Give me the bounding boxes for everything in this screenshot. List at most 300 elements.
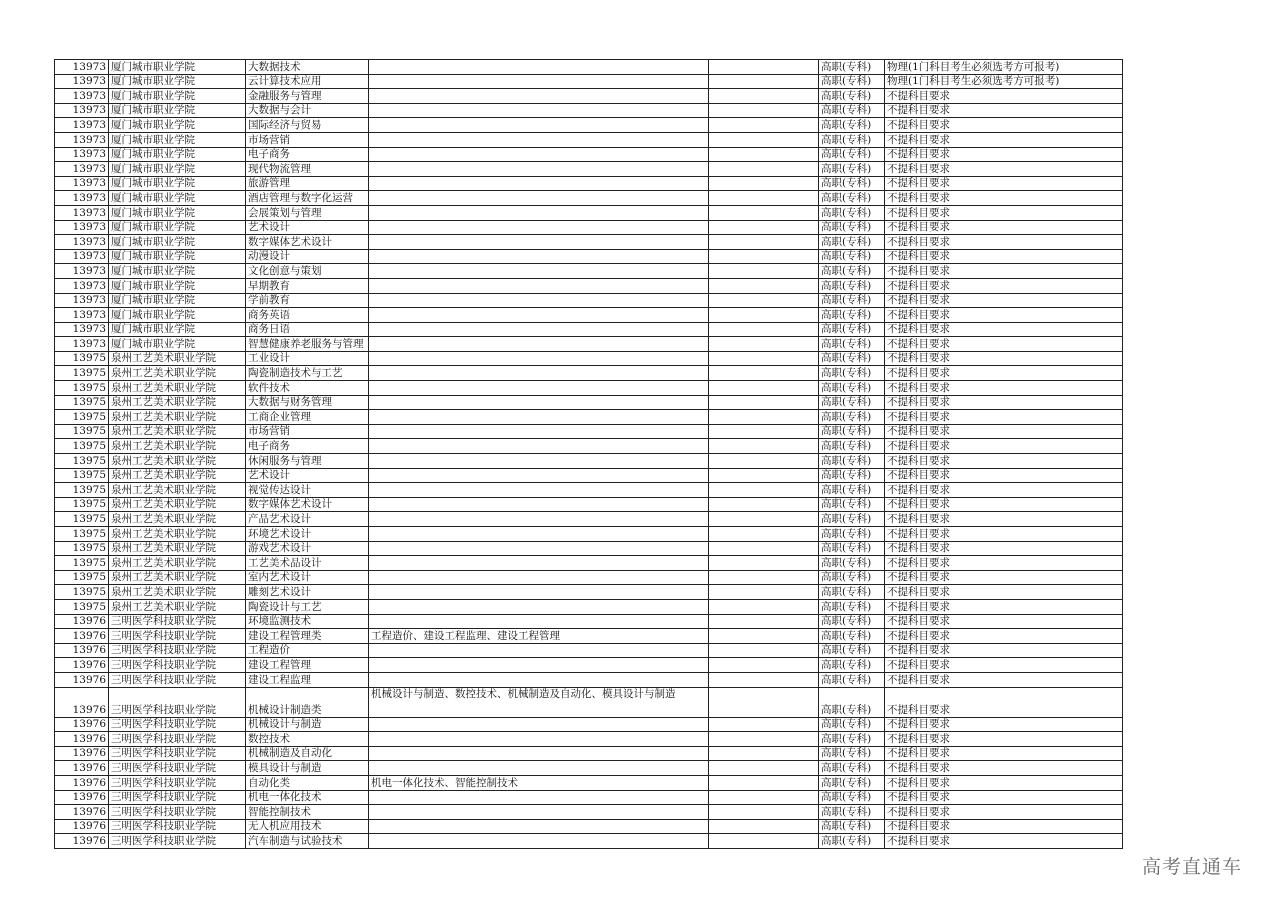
major-name-cell: 视觉传达设计: [246, 483, 369, 498]
blank-cell: [709, 732, 819, 747]
school-code-cell: 13973: [55, 89, 109, 104]
included-majors-cell: 机械设计与制造、数控技术、机械制造及自动化、模具设计与制造: [369, 687, 709, 717]
included-majors-cell: [369, 351, 709, 366]
table-row: [55, 454, 1123, 469]
table-row: [55, 308, 1123, 323]
school-code-cell: 13975: [55, 410, 109, 425]
subject-requirement-cell: 不提科目要求: [885, 410, 1123, 425]
school-code-cell: 13975: [55, 585, 109, 600]
school-name-cell: 泉州工艺美术职业学院: [109, 483, 246, 498]
major-name-cell: 工业设计: [246, 351, 369, 366]
level-cell: 高职(专科): [819, 599, 885, 614]
school-code-cell: 13975: [55, 468, 109, 483]
school-code-cell: 13975: [55, 483, 109, 498]
school-name-cell: 泉州工艺美术职业学院: [109, 424, 246, 439]
table-row: [55, 775, 1123, 790]
major-name-cell: 电子商务: [246, 439, 369, 454]
major-name-cell: 机械设计制造类: [246, 687, 369, 717]
level-cell: 高职(专科): [819, 395, 885, 410]
table-row: [55, 220, 1123, 235]
blank-cell: [709, 205, 819, 220]
level-cell: 高职(专科): [819, 278, 885, 293]
school-name-cell: 泉州工艺美术职业学院: [109, 454, 246, 469]
blank-cell: [709, 717, 819, 732]
school-name-cell: 厦门城市职业学院: [109, 89, 246, 104]
included-majors-cell: [369, 556, 709, 571]
table-row: [55, 658, 1123, 673]
subject-requirement-cell: 不提科目要求: [885, 381, 1123, 396]
major-name-cell: 陶瓷设计与工艺: [246, 599, 369, 614]
subject-requirement-cell: 不提科目要求: [885, 629, 1123, 644]
school-name-cell: 厦门城市职业学院: [109, 235, 246, 250]
school-name-cell: 三明医学科技职业学院: [109, 761, 246, 776]
blank-cell: [709, 74, 819, 89]
blank-cell: [709, 599, 819, 614]
subject-requirement-cell: 不提科目要求: [885, 497, 1123, 512]
level-cell: 高职(专科): [819, 249, 885, 264]
included-majors-cell: [369, 176, 709, 191]
included-majors-cell: 工程造价、建设工程监理、建设工程管理: [369, 629, 709, 644]
blank-cell: [709, 351, 819, 366]
school-name-cell: 厦门城市职业学院: [109, 60, 246, 75]
level-cell: 高职(专科): [819, 761, 885, 776]
subject-requirement-cell: 不提科目要求: [885, 732, 1123, 747]
level-cell: 高职(专科): [819, 293, 885, 308]
school-code-cell: 13976: [55, 717, 109, 732]
major-name-cell: 机电一体化技术: [246, 790, 369, 805]
school-name-cell: 三明医学科技职业学院: [109, 732, 246, 747]
level-cell: 高职(专科): [819, 381, 885, 396]
included-majors-cell: [369, 497, 709, 512]
blank-cell: [709, 118, 819, 133]
major-name-cell: 市场营销: [246, 424, 369, 439]
subject-requirement-cell: 不提科目要求: [885, 643, 1123, 658]
table-row: [55, 761, 1123, 776]
school-name-cell: 泉州工艺美术职业学院: [109, 585, 246, 600]
major-name-cell: 休闲服务与管理: [246, 454, 369, 469]
included-majors-cell: [369, 381, 709, 396]
major-name-cell: 数控技术: [246, 732, 369, 747]
school-code-cell: 13976: [55, 643, 109, 658]
school-name-cell: 厦门城市职业学院: [109, 278, 246, 293]
level-cell: 高职(专科): [819, 60, 885, 75]
table-row: [55, 191, 1123, 206]
school-code-cell: 13975: [55, 439, 109, 454]
table-row: [55, 264, 1123, 279]
table-row: [55, 176, 1123, 191]
level-cell: 高职(专科): [819, 235, 885, 250]
blank-cell: [709, 761, 819, 776]
school-name-cell: 厦门城市职业学院: [109, 118, 246, 133]
blank-cell: [709, 570, 819, 585]
included-majors-cell: [369, 643, 709, 658]
subject-requirement-cell: 不提科目要求: [885, 366, 1123, 381]
school-code-cell: 13975: [55, 497, 109, 512]
table-row: [55, 381, 1123, 396]
included-majors-cell: [369, 672, 709, 687]
school-code-cell: 13973: [55, 337, 109, 352]
included-majors-cell: [369, 819, 709, 834]
major-name-cell: 产品艺术设计: [246, 512, 369, 527]
level-cell: 高职(专科): [819, 541, 885, 556]
school-name-cell: 三明医学科技职业学院: [109, 775, 246, 790]
major-name-cell: 智慧健康养老服务与管理: [246, 337, 369, 352]
blank-cell: [709, 790, 819, 805]
school-code-cell: 13976: [55, 805, 109, 820]
table-row: [55, 293, 1123, 308]
school-name-cell: 泉州工艺美术职业学院: [109, 570, 246, 585]
blank-cell: [709, 672, 819, 687]
level-cell: 高职(专科): [819, 527, 885, 542]
included-majors-cell: [369, 162, 709, 177]
school-name-cell: 厦门城市职业学院: [109, 191, 246, 206]
school-name-cell: 三明医学科技职业学院: [109, 790, 246, 805]
subject-requirement-cell: 不提科目要求: [885, 439, 1123, 454]
level-cell: 高职(专科): [819, 103, 885, 118]
level-cell: 高职(专科): [819, 132, 885, 147]
level-cell: 高职(专科): [819, 454, 885, 469]
table-row: [55, 118, 1123, 133]
table-row: [55, 162, 1123, 177]
subject-requirement-cell: 不提科目要求: [885, 599, 1123, 614]
subject-requirement-cell: 不提科目要求: [885, 132, 1123, 147]
table-row: [55, 89, 1123, 104]
blank-cell: [709, 176, 819, 191]
school-code-cell: 13976: [55, 629, 109, 644]
blank-cell: [709, 410, 819, 425]
blank-cell: [709, 497, 819, 512]
level-cell: 高职(专科): [819, 672, 885, 687]
blank-cell: [709, 439, 819, 454]
major-name-cell: 动漫设计: [246, 249, 369, 264]
school-code-cell: 13976: [55, 614, 109, 629]
school-code-cell: 13973: [55, 162, 109, 177]
school-code-cell: 13976: [55, 687, 109, 717]
table-row: [55, 717, 1123, 732]
included-majors-cell: [369, 410, 709, 425]
major-name-cell: 环境艺术设计: [246, 527, 369, 542]
subject-requirement-cell: 不提科目要求: [885, 819, 1123, 834]
level-cell: 高职(专科): [819, 410, 885, 425]
subject-requirement-cell: 不提科目要求: [885, 672, 1123, 687]
included-majors-cell: [369, 805, 709, 820]
school-code-cell: 13973: [55, 322, 109, 337]
blank-cell: [709, 395, 819, 410]
major-name-cell: 会展策划与管理: [246, 205, 369, 220]
major-name-cell: 商务英语: [246, 308, 369, 323]
included-majors-cell: [369, 570, 709, 585]
school-name-cell: 厦门城市职业学院: [109, 176, 246, 191]
school-name-cell: 厦门城市职业学院: [109, 264, 246, 279]
included-majors-cell: [369, 834, 709, 849]
included-majors-cell: [369, 439, 709, 454]
major-name-cell: 艺术设计: [246, 220, 369, 235]
subject-requirement-cell: 不提科目要求: [885, 790, 1123, 805]
blank-cell: [709, 643, 819, 658]
major-name-cell: 建设工程管理类: [246, 629, 369, 644]
school-code-cell: 13976: [55, 672, 109, 687]
major-name-cell: 电子商务: [246, 147, 369, 162]
level-cell: 高职(专科): [819, 556, 885, 571]
table-row: [55, 790, 1123, 805]
level-cell: 高职(专科): [819, 205, 885, 220]
major-name-cell: 早期教育: [246, 278, 369, 293]
included-majors-cell: [369, 74, 709, 89]
watermark-logo: 高考直通车: [1142, 856, 1243, 878]
table-row: [55, 366, 1123, 381]
school-code-cell: 13975: [55, 541, 109, 556]
included-majors-cell: [369, 527, 709, 542]
included-majors-cell: [369, 132, 709, 147]
school-name-cell: 泉州工艺美术职业学院: [109, 381, 246, 396]
level-cell: 高职(专科): [819, 643, 885, 658]
school-name-cell: 三明医学科技职业学院: [109, 717, 246, 732]
major-name-cell: 室内艺术设计: [246, 570, 369, 585]
school-name-cell: 泉州工艺美术职业学院: [109, 351, 246, 366]
school-code-cell: 13975: [55, 512, 109, 527]
level-cell: 高职(专科): [819, 614, 885, 629]
blank-cell: [709, 249, 819, 264]
subject-requirement-cell: 不提科目要求: [885, 483, 1123, 498]
blank-cell: [709, 805, 819, 820]
table-row: [55, 643, 1123, 658]
school-name-cell: 厦门城市职业学院: [109, 147, 246, 162]
school-name-cell: 厦门城市职业学院: [109, 205, 246, 220]
major-name-cell: 环境监测技术: [246, 614, 369, 629]
major-name-cell: 学前教育: [246, 293, 369, 308]
major-name-cell: 陶瓷制造技术与工艺: [246, 366, 369, 381]
included-majors-cell: [369, 541, 709, 556]
major-name-cell: 大数据与会计: [246, 103, 369, 118]
blank-cell: [709, 541, 819, 556]
school-name-cell: 泉州工艺美术职业学院: [109, 468, 246, 483]
blank-cell: [709, 60, 819, 75]
level-cell: 高职(专科): [819, 220, 885, 235]
school-code-cell: 13973: [55, 103, 109, 118]
blank-cell: [709, 293, 819, 308]
level-cell: 高职(专科): [819, 775, 885, 790]
included-majors-cell: [369, 60, 709, 75]
blank-cell: [709, 614, 819, 629]
blank-cell: [709, 147, 819, 162]
major-name-cell: 建设工程管理: [246, 658, 369, 673]
level-cell: 高职(专科): [819, 322, 885, 337]
school-code-cell: 13973: [55, 147, 109, 162]
school-name-cell: 泉州工艺美术职业学院: [109, 439, 246, 454]
included-majors-cell: [369, 746, 709, 761]
subject-requirement-cell: 不提科目要求: [885, 322, 1123, 337]
major-name-cell: 游戏艺术设计: [246, 541, 369, 556]
table-row: [55, 235, 1123, 250]
blank-cell: [709, 687, 819, 717]
blank-cell: [709, 308, 819, 323]
school-code-cell: 13973: [55, 74, 109, 89]
subject-requirement-cell: 不提科目要求: [885, 512, 1123, 527]
subject-requirement-cell: 不提科目要求: [885, 761, 1123, 776]
major-name-cell: 文化创意与策划: [246, 264, 369, 279]
table-row: [55, 556, 1123, 571]
blank-cell: [709, 585, 819, 600]
major-name-cell: 汽车制造与试验技术: [246, 834, 369, 849]
school-code-cell: 13975: [55, 454, 109, 469]
major-name-cell: 商务日语: [246, 322, 369, 337]
table-row: [55, 278, 1123, 293]
level-cell: 高职(专科): [819, 658, 885, 673]
included-majors-cell: [369, 483, 709, 498]
school-code-cell: 13976: [55, 732, 109, 747]
subject-requirement-cell: 不提科目要求: [885, 351, 1123, 366]
subject-requirement-cell: 不提科目要求: [885, 614, 1123, 629]
major-name-cell: 雕刻艺术设计: [246, 585, 369, 600]
subject-requirement-cell: 不提科目要求: [885, 424, 1123, 439]
level-cell: 高职(专科): [819, 176, 885, 191]
subject-requirement-cell: 不提科目要求: [885, 717, 1123, 732]
level-cell: 高职(专科): [819, 191, 885, 206]
included-majors-cell: 机电一体化技术、智能控制技术: [369, 775, 709, 790]
subject-requirement-cell: 不提科目要求: [885, 191, 1123, 206]
blank-cell: [709, 834, 819, 849]
table-row: [55, 834, 1123, 849]
subject-requirement-cell: 不提科目要求: [885, 556, 1123, 571]
subject-requirement-cell: 不提科目要求: [885, 205, 1123, 220]
table-row: [55, 599, 1123, 614]
level-cell: 高职(专科): [819, 746, 885, 761]
level-cell: 高职(专科): [819, 424, 885, 439]
included-majors-cell: [369, 337, 709, 352]
school-code-cell: 13976: [55, 761, 109, 776]
subject-requirement-cell: 不提科目要求: [885, 293, 1123, 308]
level-cell: 高职(专科): [819, 585, 885, 600]
school-name-cell: 泉州工艺美术职业学院: [109, 497, 246, 512]
blank-cell: [709, 658, 819, 673]
blank-cell: [709, 468, 819, 483]
level-cell: 高职(专科): [819, 497, 885, 512]
major-name-cell: 自动化类: [246, 775, 369, 790]
subject-requirement-cell: 不提科目要求: [885, 834, 1123, 849]
subject-requirement-cell: 不提科目要求: [885, 103, 1123, 118]
school-name-cell: 厦门城市职业学院: [109, 74, 246, 89]
included-majors-cell: [369, 424, 709, 439]
blank-cell: [709, 746, 819, 761]
level-cell: 高职(专科): [819, 717, 885, 732]
blank-cell: [709, 264, 819, 279]
included-majors-cell: [369, 278, 709, 293]
school-name-cell: 三明医学科技职业学院: [109, 658, 246, 673]
subject-requirement-cell: 不提科目要求: [885, 264, 1123, 279]
table-row: [55, 147, 1123, 162]
level-cell: 高职(专科): [819, 147, 885, 162]
school-code-cell: 13976: [55, 819, 109, 834]
school-code-cell: 13976: [55, 775, 109, 790]
school-code-cell: 13975: [55, 381, 109, 396]
included-majors-cell: [369, 322, 709, 337]
blank-cell: [709, 629, 819, 644]
major-name-cell: 无人机应用技术: [246, 819, 369, 834]
subject-requirement-cell: 不提科目要求: [885, 541, 1123, 556]
table-row: [55, 395, 1123, 410]
major-name-cell: 工商企业管理: [246, 410, 369, 425]
level-cell: 高职(专科): [819, 570, 885, 585]
included-majors-cell: [369, 585, 709, 600]
subject-requirement-cell: 不提科目要求: [885, 468, 1123, 483]
school-code-cell: 13973: [55, 205, 109, 220]
school-code-cell: 13976: [55, 746, 109, 761]
table-row: [55, 819, 1123, 834]
major-name-cell: 现代物流管理: [246, 162, 369, 177]
table-row: [55, 687, 1123, 717]
subject-requirement-cell: 不提科目要求: [885, 162, 1123, 177]
school-code-cell: 13976: [55, 790, 109, 805]
school-code-cell: 13973: [55, 235, 109, 250]
table-row: [55, 337, 1123, 352]
school-name-cell: 三明医学科技职业学院: [109, 629, 246, 644]
major-name-cell: 旅游管理: [246, 176, 369, 191]
school-code-cell: 13973: [55, 293, 109, 308]
school-name-cell: 泉州工艺美术职业学院: [109, 599, 246, 614]
subject-requirement-cell: 不提科目要求: [885, 337, 1123, 352]
table-row: [55, 60, 1123, 75]
school-name-cell: 厦门城市职业学院: [109, 132, 246, 147]
school-code-cell: 13973: [55, 176, 109, 191]
included-majors-cell: [369, 293, 709, 308]
major-name-cell: 数字媒体艺术设计: [246, 235, 369, 250]
school-name-cell: 三明医学科技职业学院: [109, 614, 246, 629]
major-name-cell: 大数据与财务管理: [246, 395, 369, 410]
blank-cell: [709, 191, 819, 206]
table-row: [55, 541, 1123, 556]
subject-requirement-cell: 不提科目要求: [885, 585, 1123, 600]
school-code-cell: 13976: [55, 658, 109, 673]
table-row: [55, 351, 1123, 366]
blank-cell: [709, 454, 819, 469]
school-code-cell: 13973: [55, 249, 109, 264]
subject-requirement-cell: 物理(1门科目考生必须选考方可报考): [885, 74, 1123, 89]
school-code-cell: 13973: [55, 220, 109, 235]
included-majors-cell: [369, 118, 709, 133]
level-cell: 高职(专科): [819, 483, 885, 498]
major-name-cell: 工艺美术品设计: [246, 556, 369, 571]
blank-cell: [709, 322, 819, 337]
school-code-cell: 13975: [55, 424, 109, 439]
included-majors-cell: [369, 89, 709, 104]
level-cell: 高职(专科): [819, 308, 885, 323]
subject-requirement-cell: 不提科目要求: [885, 118, 1123, 133]
subject-requirement-cell: 不提科目要求: [885, 805, 1123, 820]
school-code-cell: 13975: [55, 527, 109, 542]
major-name-cell: 软件技术: [246, 381, 369, 396]
subject-requirement-cell: 不提科目要求: [885, 249, 1123, 264]
table-row: [55, 249, 1123, 264]
blank-cell: [709, 235, 819, 250]
included-majors-cell: [369, 717, 709, 732]
school-name-cell: 厦门城市职业学院: [109, 308, 246, 323]
included-majors-cell: [369, 191, 709, 206]
major-name-cell: 工程造价: [246, 643, 369, 658]
table-row: [55, 132, 1123, 147]
included-majors-cell: [369, 264, 709, 279]
table-body: [55, 60, 1123, 849]
blank-cell: [709, 819, 819, 834]
level-cell: 高职(专科): [819, 468, 885, 483]
major-name-cell: 智能控制技术: [246, 805, 369, 820]
school-code-cell: 13973: [55, 132, 109, 147]
major-name-cell: 机械设计与制造: [246, 717, 369, 732]
major-name-cell: 大数据技术: [246, 60, 369, 75]
blank-cell: [709, 512, 819, 527]
major-name-cell: 数字媒体艺术设计: [246, 497, 369, 512]
school-name-cell: 三明医学科技职业学院: [109, 746, 246, 761]
level-cell: 高职(专科): [819, 439, 885, 454]
